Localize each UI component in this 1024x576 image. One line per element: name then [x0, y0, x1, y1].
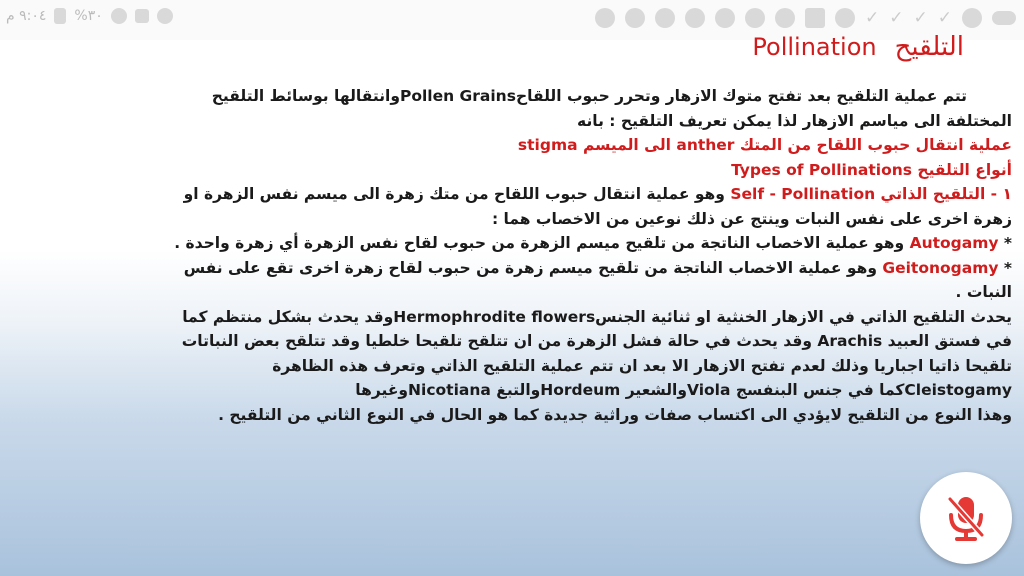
text-segment: Pollen Grains [399, 87, 516, 105]
check-icon-2: ✓ [889, 8, 904, 28]
battery-percent: %٣٠ [74, 8, 103, 24]
text-segment: Autogamy [909, 234, 999, 252]
notification-icons [595, 8, 1016, 28]
status-left [6, 8, 173, 24]
text-line [18, 329, 1012, 354]
text-segment: وانتقالها بوسائط التلقيح [211, 87, 400, 105]
text-segment: يحدث التلقيح الذاتي في الازهار الخنثية او ثنائية الجنس [595, 307, 1012, 326]
text-segment: وقد يحدث بشكل منتظم كما [182, 307, 394, 326]
twitter-icon [745, 8, 765, 28]
text-line [18, 354, 1012, 379]
text-segment: الى الميسم [577, 136, 677, 154]
facebook-icon-2 [655, 8, 675, 28]
text-line [18, 231, 1012, 256]
text-segment: المختلفة الى مياسم الازهار لذا يمكن تعريف التلقيح : بانه [577, 111, 1012, 130]
text-segment: أنواع التلقيح [912, 160, 1012, 179]
text-line [18, 133, 1012, 158]
slide-body [18, 84, 1012, 427]
slide-title [752, 32, 964, 62]
text-line [18, 182, 1012, 207]
text-segment: زهرة اخرى على نفس النبات وينتج عن ذلك نوعين من الاخصاب هما : [491, 209, 1012, 228]
text-segment: * [998, 234, 1012, 252]
signal-icon [135, 9, 149, 23]
text-segment: عملية انتقال حبوب اللقاح من المتك [734, 136, 1012, 154]
twitter-icon-2 [775, 8, 795, 28]
text-segment: والشعير [620, 381, 687, 399]
youtube-icon [805, 8, 825, 28]
title-arabic: التلقيح [894, 32, 964, 62]
telegram-icon [595, 8, 615, 28]
text-segment: * [998, 258, 1012, 277]
text-segment: في فستق العبيد [882, 332, 1012, 350]
mic-button[interactable] [920, 472, 1012, 564]
text-segment: النبات . [955, 283, 1012, 301]
text-segment: تلقيحا ذاتيا اجباريا وذلك لعدم تفتح الازهار الا بعد ان تتم عملية التلقيح الذاتي وتعرف هذه الظاهرة [272, 356, 1012, 375]
text-segment: anther [676, 136, 735, 154]
wifi-icon [111, 8, 127, 24]
text-segment: stigma [517, 136, 578, 154]
text-line [18, 280, 1012, 305]
text-segment: وهو عملية الاخصاب الناتجة من تلقيح ميسم الزهرة من حبوب لقاح نفس الزهرة أي زهرة واحدة . [174, 234, 910, 252]
text-segment: Arachis [817, 332, 883, 350]
text-segment: Geitonogamy [882, 258, 999, 277]
text-segment: ١ - التلقيح الذاتي [875, 185, 1012, 203]
check-icon-4: ✓ [937, 8, 952, 28]
text-segment: وقد يحدث في حالة فشل الزهرة من ان تتلقح تلقيحا خلطيا وقد تتلقح بعض النباتات [181, 332, 818, 350]
title-english: Pollination [752, 33, 877, 61]
facebook-icon [625, 8, 645, 28]
text-line [18, 378, 1012, 403]
text-segment: وهو عملية انتقال حبوب اللقاح من متك زهرة الى ميسم نفس الزهرة او [183, 185, 731, 203]
text-segment: كما في جنس البنفسج [730, 381, 905, 399]
text-line [18, 84, 1012, 109]
text-segment: تتم عملية التلقيح بعد تفتح متوك الازهار وتحرر حبوب اللقاح [515, 87, 967, 105]
mic-off-icon [944, 493, 988, 543]
text-line [18, 109, 1012, 134]
cloud-icon [992, 11, 1016, 25]
text-segment: Types of Pollinations [731, 160, 912, 179]
check-icon: ✓ [865, 8, 880, 28]
text-line [18, 256, 1012, 281]
text-segment: وغيرها [355, 381, 409, 399]
whatsapp-icon-3 [962, 8, 982, 28]
text-segment: Hermophrodite flowers [393, 307, 596, 326]
whatsapp-icon-2 [835, 8, 855, 28]
text-segment: وهذا النوع من التلقيح لايؤدي الى اكتساب صفات وراثية جديدة كما هو الحال في النوع الثاني من التلقيح . [218, 405, 1012, 424]
check-icon-3: ✓ [913, 8, 928, 28]
text-segment: Cleistogamy [904, 381, 1012, 399]
text-segment: Nicotiana [408, 381, 491, 399]
alarm-icon [157, 8, 173, 24]
text-segment: Self - Pollination [730, 185, 876, 203]
battery-icon [54, 8, 66, 24]
text-segment: وهو عملية الاخصاب الناتجة من تلقيح ميسم زهرة من حبوب لقاح زهرة اخرى تقع على نفس [183, 258, 883, 277]
text-line [18, 158, 1012, 183]
text-segment: Hordeum [540, 381, 621, 399]
whatsapp-icon [715, 8, 735, 28]
text-segment: والتبغ [490, 381, 541, 399]
status-time: ٩:٠٤ م [6, 8, 47, 24]
text-line [18, 305, 1012, 330]
facebook-icon-3 [685, 8, 705, 28]
text-line [18, 403, 1012, 428]
text-line [18, 207, 1012, 232]
text-segment: Viola [686, 381, 731, 399]
